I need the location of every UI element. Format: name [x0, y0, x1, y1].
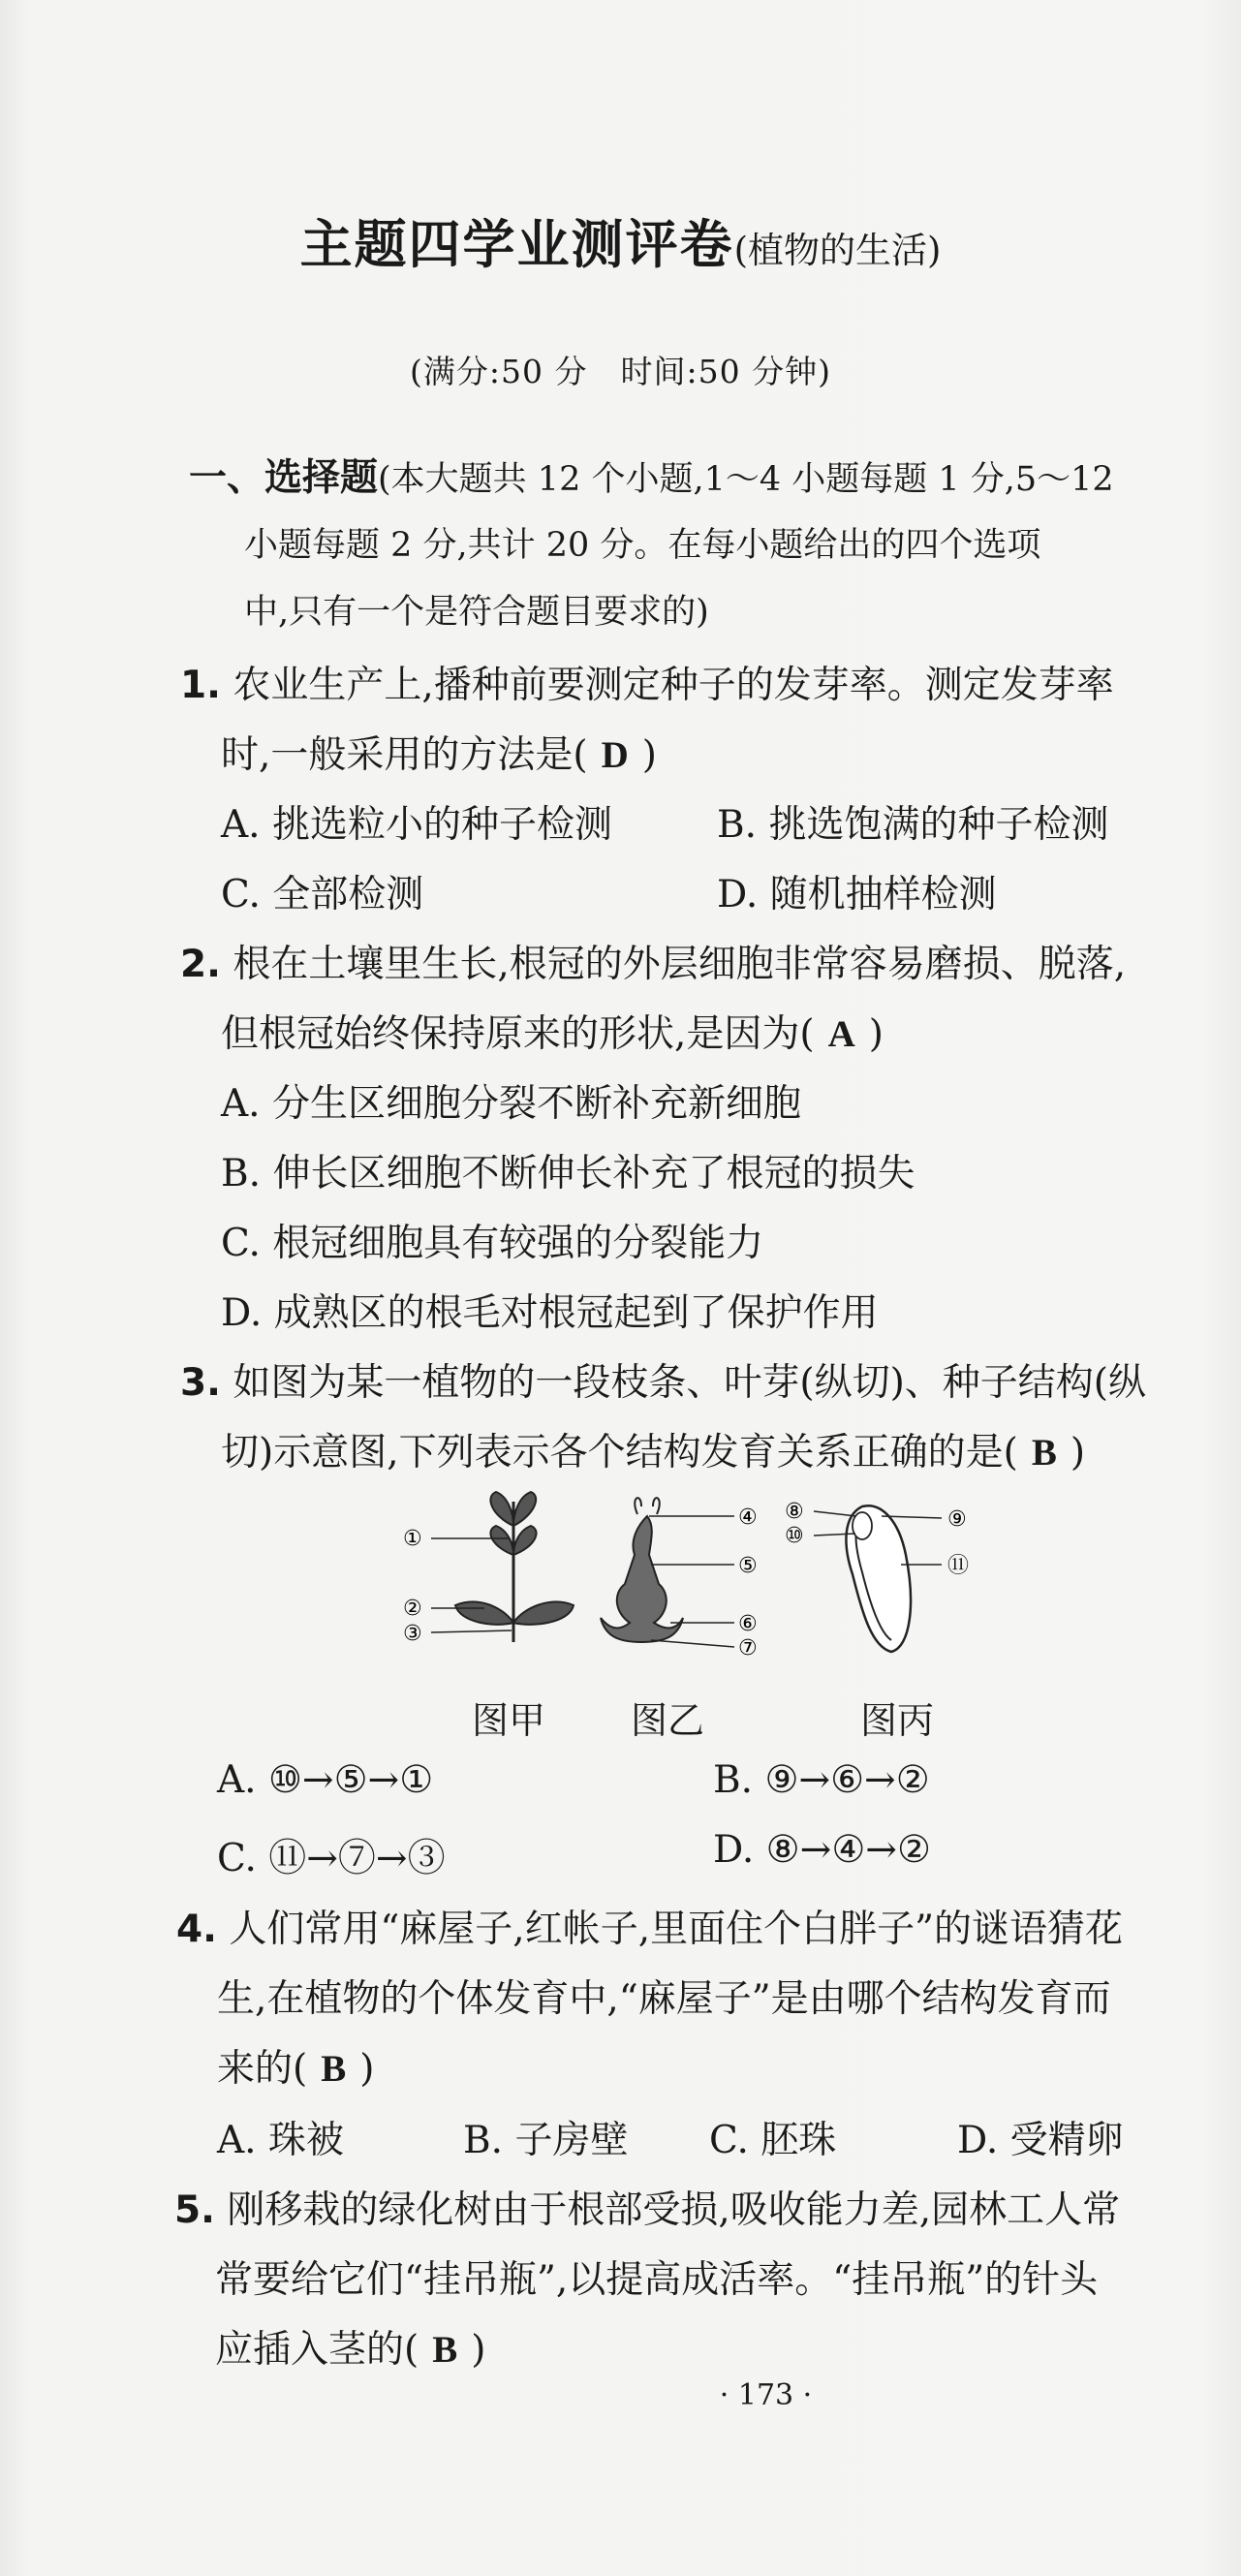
answer-mark: B: [321, 2048, 347, 2090]
score-time-info: (满分:50 分 时间:50 分钟): [410, 353, 831, 390]
figure-label: ③: [403, 1622, 422, 1646]
title-subtitle: (植物的生活): [733, 230, 942, 271]
figure-label: ⑨: [947, 1507, 967, 1532]
question-text: ): [868, 1012, 884, 1056]
section-instruction-line: 中,只有一个是符合题目要求的): [244, 593, 709, 632]
option-d: D. 随机抽样检测: [717, 873, 997, 916]
title-main: 主题四学业测评卷: [299, 213, 734, 275]
figure-yi-leaf-bud: [601, 1498, 758, 1660]
figure-label: ①: [403, 1527, 422, 1551]
page-title: [0, 203, 1241, 278]
section-instruction-line: 小题每题 2 分,共计 20 分。在每小题给出的四个选项: [244, 526, 1041, 565]
question-5-line3: [215, 2319, 485, 2374]
question-text: ): [641, 733, 658, 777]
option-d: D. 成熟区的根毛对根冠起到了保护作用: [221, 1291, 879, 1335]
question-text: 农业生产上,播种前要测定种子的发芽率。测定发芽率: [233, 664, 1114, 707]
question-5: [174, 2180, 1120, 2234]
option-c: C. ⑪→⑦→③: [217, 1837, 446, 1880]
option-d: D. 受精卵: [957, 2119, 1124, 2162]
answer-mark: B: [432, 2329, 458, 2371]
question-4-line2: 生,在植物的个体发育中,“麻屋子”是由哪个结构发育而: [217, 1977, 1111, 2021]
question-text: ): [359, 2047, 375, 2091]
question-4: [176, 1899, 1123, 1953]
option-c: C. 胚珠: [709, 2119, 837, 2162]
option-b: B. 伸长区细胞不断伸长补充了根冠的损失: [221, 1152, 915, 1195]
figure-caption-jia: 图甲: [472, 1699, 546, 1742]
figure-label: ⑩: [785, 1524, 804, 1548]
option-d: D. ⑧→④→②: [713, 1828, 931, 1872]
question-text: 人们常用“麻屋子,红帐子,里面住个白胖子”的谜语猜花: [229, 1908, 1124, 1951]
figure-bing-seed: [785, 1500, 969, 1652]
figure-label: ②: [403, 1597, 422, 1621]
figure-label: ⑤: [738, 1554, 758, 1578]
question-2-line2: [221, 1004, 884, 1058]
option-b: B. 挑选饱满的种子检测: [717, 803, 1109, 847]
figure-label: ⑪: [947, 1554, 970, 1578]
option-b: B. ⑨→⑥→②: [713, 1758, 930, 1802]
question-1: [180, 655, 1114, 709]
question-text: ): [1070, 1431, 1086, 1474]
question-number: 4.: [176, 1908, 217, 1951]
figure-caption-yi: 图乙: [631, 1699, 705, 1742]
question-3: [180, 1352, 1146, 1407]
option-a: A. 珠被: [217, 2119, 344, 2162]
option-c: C. 全部检测: [221, 873, 424, 916]
question-4-line3: [217, 2038, 374, 2093]
page-number: · 173 ·: [719, 2378, 813, 2412]
question-text: 如图为某一植物的一段枝条、叶芽(纵切)、种子结构(纵: [233, 1361, 1147, 1405]
figure-caption-bing: 图丙: [860, 1699, 935, 1742]
question-text: 切)示意图,下列表示各个结构发育关系正确的是(: [221, 1431, 1018, 1474]
answer-mark: D: [601, 734, 629, 776]
option-a: A. 分生区细胞分裂不断补充新细胞: [221, 1082, 801, 1126]
figure-label: ④: [738, 1505, 758, 1530]
option-a: A. ⑩→⑤→①: [217, 1758, 434, 1802]
question-2: [180, 934, 1126, 988]
question-5-line2: 常要给它们“挂吊瓶”,以提高成活率。“挂吊瓶”的针头: [215, 2258, 1099, 2302]
option-a: A. 挑选粒小的种子检测: [221, 803, 612, 847]
figure-label: ⑥: [738, 1612, 758, 1636]
question-1-line2: [221, 725, 657, 779]
question-number: 5.: [174, 2188, 215, 2232]
question-text: 时,一般采用的方法是(: [221, 733, 588, 777]
question-text: 来的(: [217, 2047, 308, 2091]
section-heading: [189, 448, 1114, 502]
section-instruction-line: (本大题共 12 个小题,1～4 小题每题 1 分,5～12: [378, 460, 1114, 499]
question-3-line2: [221, 1422, 1085, 1476]
question-number: 3.: [180, 1361, 221, 1405]
answer-mark: A: [827, 1013, 855, 1055]
answer-mark: B: [1031, 1432, 1057, 1474]
option-c: C. 根冠细胞具有较强的分裂能力: [221, 1222, 764, 1265]
question-number: 2.: [180, 943, 221, 986]
question-text: 根在土壤里生长,根冠的外层细胞非常容易磨损、脱落,: [233, 943, 1127, 986]
question-text: 应插入茎的(: [215, 2328, 419, 2372]
figure-jia-branch: [403, 1492, 574, 1646]
figure-label: ⑧: [785, 1500, 804, 1524]
figure-label: ⑦: [738, 1636, 758, 1660]
option-b: B. 子房壁: [463, 2119, 629, 2162]
question-number: 1.: [180, 664, 221, 707]
question-text: 刚移栽的绿化树由于根部受损,吸收能力差,园林工人常: [227, 2188, 1121, 2232]
question-text: ): [471, 2328, 486, 2372]
question-text: 但根冠始终保持原来的形状,是因为(: [221, 1012, 815, 1056]
section-title: 一、选择题: [189, 456, 379, 500]
